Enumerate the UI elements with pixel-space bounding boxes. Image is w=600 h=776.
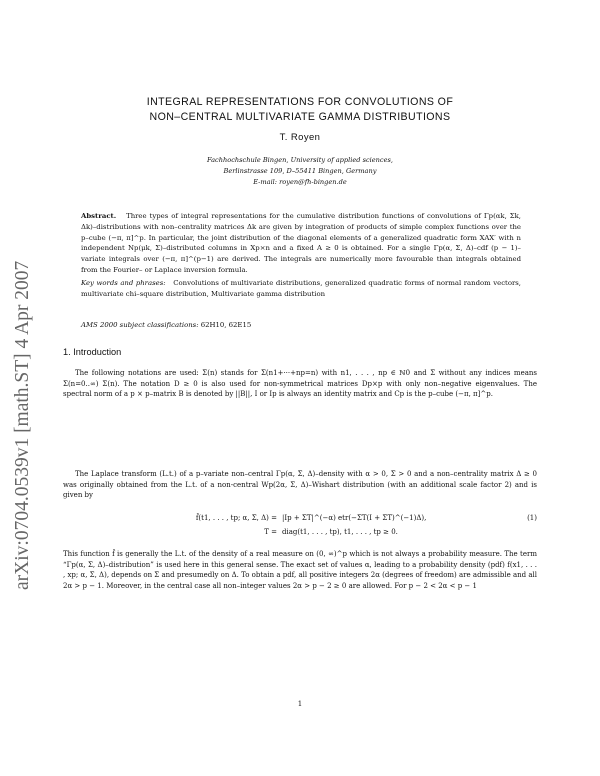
equation-2-right: diag(t1, . . . , tp), t1, . . . , tp ≥ 0. (282, 528, 398, 536)
equation-2-left: T = (264, 528, 277, 536)
title-line-1: INTEGRAL REPRESENTATIONS FOR CONVOLUTIONS OF (146, 96, 454, 108)
section-heading: 1. Introduction (63, 347, 122, 357)
ams-text: 62H10, 62E15 (200, 321, 252, 329)
equation-1-left: f̂(t1, . . . , tp; α, Σ, Δ) = (195, 514, 277, 522)
intro-paragraph-2-text: The Laplace transform (L.t.) of a p–variate non–central Γp(α, Σ, Δ)–density with α > 0, Σ > 0 and a non–centrality matrix Δ ≥ 0 was originally obtained from the L.t. of a non-central Wp(2α, Σ, Δ)–Wishart distribution (with an additional scale factor 2) and is given by (63, 470, 537, 500)
affiliation-email: E-mail: royen@fh-bingen.de (253, 178, 347, 186)
arxiv-stamp-text: arXiv:0704.0539v1 [math.ST] 4 Apr 2007 (12, 260, 33, 590)
arxiv-stamp (8, 190, 38, 590)
keywords-heading: Key words and phrases: (81, 279, 166, 287)
author: T. Royen (279, 132, 321, 143)
abstract-text: Three types of integral representations for the cumulative distribution functions of convolutions of Γp(αk, Σk, Δk)–distributions with non–centrality matrices Δk are given by integration of products of simple complex functions over the p–cube (−π, π]^p. In particular, the joint distribution of the diagonal elements of a generalized quadratic form XAX′ with n independent Np(μk, Σ)–distributed columns in Xp×n and a fixed A ≥ 0 is obtained. For a single Γp(α, Σ, Δ)–cdf (p − 1)–variate integrals over (−π, π]^(p−1) are derived. The integrals are numerically more favourable than integrals obtained from the Fourier– or Laplace inversion formula. (81, 212, 521, 274)
intro-paragraph-3: This function f̂ is generally the L.t. of the density of a real measure on (0, ∞)^p which is not always a probability measure. The term “Γp(α, Σ, Δ)–distribution” is used here in this general sense. The exact set of values α, leading to a probability density (pdf) f(x1, . . . , xp; α, Σ, Δ), depends on Σ and presumedly on Δ. To obtain a pdf, all positive integers 2α (degrees of freedom) are admissible and all 2α > p − 1. Moreover, in the central case all non–integer values 2α > p − 2 ≥ 0 are allowed. For p − 2 < 2α < p − 1 (63, 550, 537, 590)
affiliation (0, 155, 600, 188)
paper-title (0, 95, 600, 125)
abstract (81, 211, 521, 276)
affiliation-line: Berlinstrasse 109, D–55411 Bingen, Germany (223, 167, 377, 175)
equation-number: (1) (527, 514, 537, 522)
equation-1-right: |Ip + ΣT|^(−α) etr(−ΣT(I + ΣT)^(−1)Δ), (282, 514, 427, 522)
abstract-heading: Abstract. (81, 212, 117, 220)
intro-paragraph-1-text: The following notations are used: Σ(n) stands for Σ(n1+···+np=n) with n1, . . . , np ∈ ℕ0 and Σ without any indices means Σ(n=0..∞) Σ(n). The notation D ≥ 0 is also used for non-symmetrical matrices Dp×p with only non–negative eigenvalues. The spectral norm of a p × p–matrix B is denoted by ||B||, I or Ip is always an identity matrix and Cp is the p–cube (−π, π]^p. (63, 369, 537, 399)
intro-paragraph-2 (63, 469, 537, 501)
affiliation-line: Fachhochschule Bingen, University of applied sciences, (207, 156, 393, 164)
keywords-text: Convolutions of multivariate distributions, generalized quadratic forms of normal random vectors, multivariate chi–square distribution, Multivariate gamma distribution (81, 279, 521, 298)
page-number: 1 (297, 700, 303, 708)
ams-heading: AMS 2000 subject classifications: (81, 321, 199, 329)
intro-paragraph-1 (63, 368, 537, 400)
ams-classification (81, 320, 521, 331)
keywords (81, 278, 521, 300)
title-line-2: NON–CENTRAL MULTIVARIATE GAMMA DISTRIBUTIONS (149, 111, 451, 123)
